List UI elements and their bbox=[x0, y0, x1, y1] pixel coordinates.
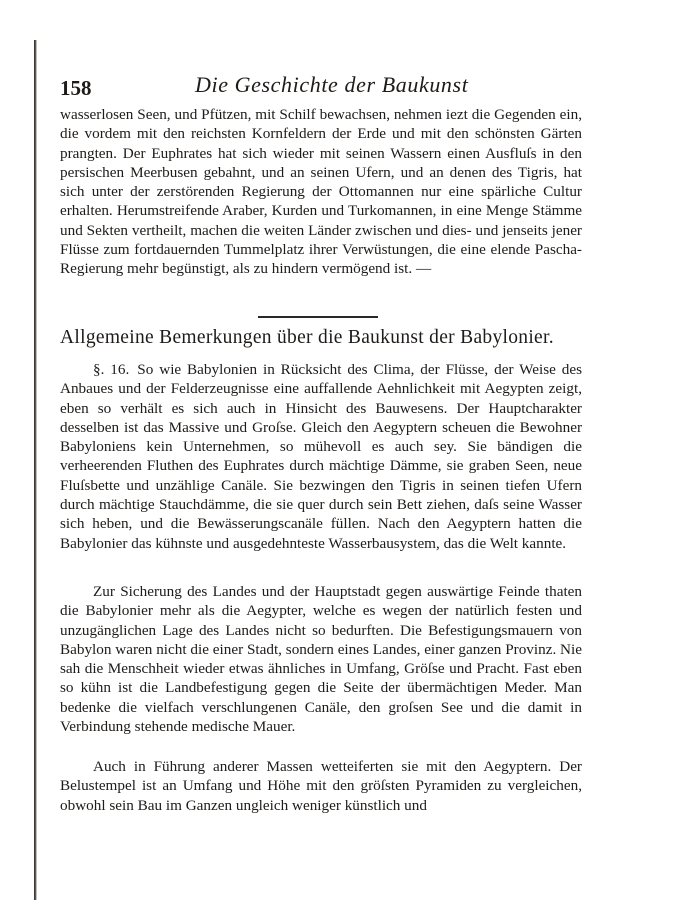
intro-paragraph bbox=[60, 105, 582, 279]
section-heading: Allgemeine Bemerkungen über die Baukunst der Babylonier. bbox=[60, 327, 554, 348]
page-header bbox=[60, 72, 620, 102]
body-paragraph-1 bbox=[60, 360, 582, 553]
page-number: 158 bbox=[60, 76, 92, 100]
body-paragraph-1-text: So wie Babylonien in Rücksicht des Clima, der Flüsse, der Weise des Anbaues und der Felderzeugnisse eine auffallende Aehnlichkeit mit Aegypten zeigt, eben so verhält es sich auch in Hinsicht des Bauwesens. Der Hauptcharakter desselben ist das Massive und Groſse. Gleich den Aegyptern scheuen die Bewohner Babyloniens kein Unternehmen, so mühevoll es auch sey. Sie bändigen die verheerenden Fluthen des Euphrates durch mächtige Dämme, sie graben Seen, neue Fluſsbette und unzählige Canäle. Sie bezwingen den Tigris in seinen tiefen Ufern durch mächtige Stauchdämme, die sie quer durch sein Bett ziehen, daſs seine Wasser sich heben, und die Bewässerungscanäle füllen. Nach den Aegyptern hatten die Babylonier das kühnste und ausgedehnteste Wasserbausystem, das die Welt kannte. bbox=[60, 361, 583, 552]
body-paragraph-3-text: Auch in Führung anderer Massen wetteiferten sie mit den Aegyptern. Der Belustempel ist an Umfang und Höhe mit den gröſsten Pyramiden zu vergleichen, obwohl sein Bau im Ganzen ungleich weniger künstlich und bbox=[60, 758, 582, 814]
body-paragraph-2-text: Zur Sicherung des Landes und der Hauptstadt gegen auswärtige Feinde thaten die Babylonier mehr als die Aegypter, welche es wegen der natürlich festen und unzugänglichen Lage des Landes nicht so bedurften. Die Befestigungsmauern von Babylon waren nicht die einer Stadt, sondern eines Landes, einer ganzen Provinz. Nie sah die Menschheit wieder etwas ähnliches in Umfang, Gröſse und Pracht. Fast eben so kühn ist die Landbefestigung gegen die Seite der übermächtigen Meder. Man bedenke die vielfach verschlungenen Canäle, den groſsen See und die damit in Verbindung stehende medische Mauer. bbox=[60, 583, 582, 736]
body-paragraph-2 bbox=[60, 582, 582, 736]
paragraph-marker: §. 16. bbox=[93, 361, 130, 378]
section-divider-rule bbox=[258, 316, 378, 318]
running-title: Die Geschichte der Baukunst bbox=[195, 72, 469, 97]
page-binding-edge bbox=[34, 40, 37, 900]
body-paragraph-3 bbox=[60, 757, 582, 815]
intro-paragraph-text: wasserlosen Seen, und Pfützen, mit Schilf bewachsen, nehmen iezt die Gegenden ein, die vordem mit den reichsten Kornfeldern der Erde und mit den schönsten Gärten prangten. Der Euphrates hat sich wieder mit seinen Wassern einen Ausfluſs in den persischen Meerbusen gebahnt, und an seinen Ufern, und an denen des Tigris, hat sich unter der zerstörenden Regierung der Ottomannen nur eine spärliche Cultur erhalten. Herumstreifende Araber, Kurden und Turkomannen, in eine Menge Stämme und Sekten vertheilt, machen die weiten Länder zwischen und dies- und jenseits jener Flüsse zum fortdauernden Tummelplatz ihrer Verwüstungen, die eine elende Pascha-Regierung mehr begünstigt, als zu hindern vermögend ist. — bbox=[60, 106, 582, 278]
